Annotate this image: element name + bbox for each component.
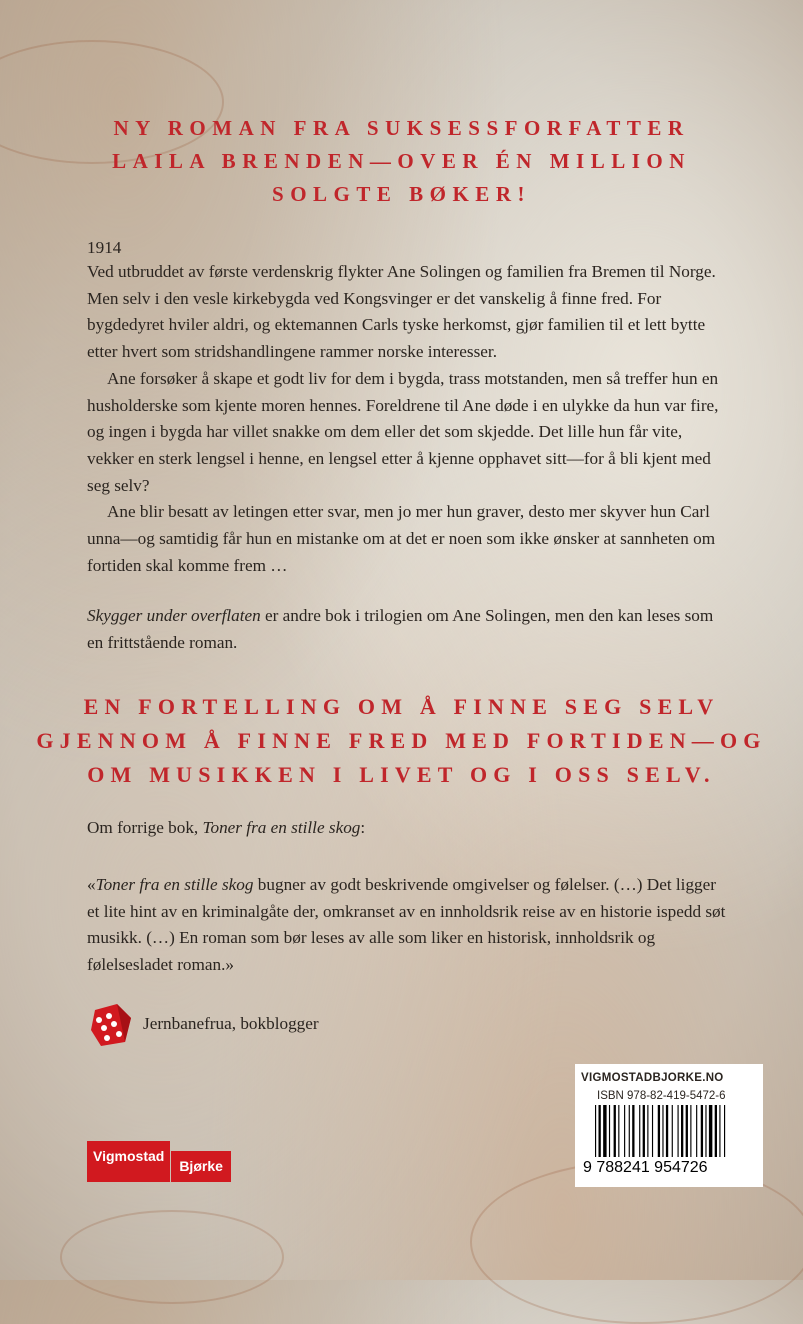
- mid-tagline-line: OM MUSIKKEN I LIVET OG I OSS SELV.: [87, 762, 716, 787]
- paper-stain: [60, 1210, 284, 1304]
- series-text: er andre bok i trilogien om Ane Solingen, men den kan leses som en frittstående roman.: [87, 606, 714, 652]
- description-paragraph: Ane forsøker å skape et godt liv for dem i bygda, trass motstanden, men så treffer hun en husholderske som kjente moren hennes. Foreldrene til Ane døde i en ulykke da hun var fire, og ingen i bygda har villet snakke om dem eller det som skjedde. Det lille hun får vite, vekker en sterk lengsel i henne, en lengsel etter å kjenne opphavet sitt—for å bli kjent med seg selv?: [87, 368, 719, 495]
- barcode-bar: [652, 1105, 653, 1157]
- review-book-title: Toner fra en stille skog: [95, 875, 254, 894]
- review-quote: [87, 872, 727, 979]
- publisher-logo: [87, 1141, 231, 1182]
- publisher-logo-part2: Bjørke: [171, 1151, 231, 1182]
- review-open-quote: «: [87, 875, 96, 894]
- barcode-bar: [618, 1105, 619, 1157]
- barcode-bar: [724, 1105, 725, 1157]
- barcode-bar: [709, 1105, 712, 1157]
- top-tagline-line: SOLGTE BØKER!: [272, 182, 531, 206]
- barcode-digits: 9 788241 954726: [583, 1159, 708, 1175]
- barcode-bar: [719, 1105, 720, 1157]
- review-text: bugner av godt beskrivende omgivelser og følelser. (…) Det ligger et lite hint av en kriminalgåte der, omkranset av en innholdsrik reise av en historie ispedd søt musikk. (…) En roman som bør leses av alle som liker en historisk, innholdsrik og følelsesladet roman.»: [87, 875, 726, 975]
- barcode-bar: [639, 1105, 640, 1157]
- barcode-bar: [686, 1105, 688, 1157]
- barcode-bar: [672, 1105, 673, 1157]
- barcode-bar: [609, 1105, 610, 1157]
- isbn-number: ISBN 978-82-419-5472-6: [597, 1090, 726, 1102]
- barcode-bar: [624, 1105, 625, 1157]
- barcode-bar: [632, 1105, 634, 1157]
- previous-book-title: Toner fra en stille skog: [202, 818, 361, 837]
- top-tagline-line: LAILA BRENDEN—OVER ÉN MILLION: [112, 149, 691, 173]
- dice-icon: [87, 1000, 135, 1048]
- previous-book-label: [87, 815, 727, 842]
- barcode-bar: [696, 1105, 697, 1157]
- barcode-bar: [690, 1105, 691, 1157]
- mid-tagline-line: EN FORTELLING OM Å FINNE SEG SELV: [83, 694, 720, 719]
- barcode-bar: [614, 1105, 616, 1157]
- barcode-bar: [662, 1105, 663, 1157]
- description-paragraph: Ane blir besatt av letingen etter svar, men jo mer hun graver, desto mer skyver hun Carl unna—og samtidig får hun en mistanke om at det er noen som ikke ønsker at sannheten om fortiden skal komme frem …: [87, 502, 716, 575]
- barcode-bar: [705, 1105, 706, 1157]
- reviewer-name: Jernbanefrua, bokblogger: [143, 1014, 319, 1033]
- series-note: [87, 603, 727, 656]
- mid-tagline-line: GJENNOM Å FINNE FRED MED FORTIDEN—OG: [36, 728, 767, 753]
- isbn-barcode-box: [575, 1064, 763, 1187]
- barcode-bar: [701, 1105, 703, 1157]
- barcode-bar: [647, 1105, 648, 1157]
- barcode-bar: [595, 1105, 596, 1157]
- description-paragraph: Ved utbruddet av første verdenskrig flykter Ane Solingen og familien fra Bremen til Norge. Men selv i den vesle kirkebygda ved Kongsvinger er det vanskelig å finne fred. For bygdedyret hviler aldri, og ektemannen Carls tyske herkomst, gjør familien til et lett bytte etter hvert som stridshandlingene rammer norske interesser.: [87, 262, 716, 362]
- barcode-bar: [643, 1105, 645, 1157]
- barcode-bar: [681, 1105, 683, 1157]
- barcode: [581, 1105, 757, 1175]
- top-tagline-line: NY ROMAN FRA SUKSESSFORFATTER: [113, 116, 690, 140]
- barcode-bar: [715, 1105, 717, 1157]
- description: [87, 259, 727, 579]
- reviewer: [87, 998, 319, 1050]
- publisher-website: VIGMOSTADBJORKE.NO: [581, 1072, 724, 1084]
- publisher-logo-part1: Vigmostad: [87, 1141, 170, 1182]
- barcode-bar: [629, 1105, 630, 1157]
- barcode-bar: [678, 1105, 679, 1157]
- year-heading: 1914: [87, 238, 122, 257]
- top-tagline: [0, 112, 803, 211]
- mid-tagline: [0, 690, 803, 792]
- barcode-bar: [658, 1105, 660, 1157]
- barcode-bar: [603, 1105, 606, 1157]
- barcode-bar: [599, 1105, 601, 1157]
- barcode-bar: [666, 1105, 668, 1157]
- previous-book-suffix: :: [360, 818, 366, 837]
- series-title: Skygger under overflaten: [87, 606, 261, 625]
- previous-book-prefix: Om forrige bok,: [87, 818, 203, 837]
